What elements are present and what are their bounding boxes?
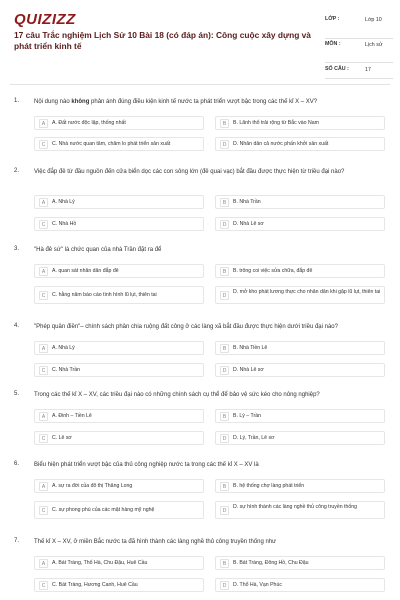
option-letter-badge: A bbox=[39, 198, 48, 207]
option-letter-badge: A bbox=[39, 559, 48, 568]
question-number: 5. bbox=[14, 391, 20, 397]
option-text: C. Lê sơ bbox=[52, 435, 72, 441]
option-letter-badge: D bbox=[220, 506, 229, 515]
option-text: B. Nhà Tiền Lê bbox=[233, 345, 268, 351]
question-text-part: Nội dung nào bbox=[34, 99, 72, 105]
option-letter-badge: C bbox=[39, 434, 48, 443]
question-number: 4. bbox=[14, 323, 20, 329]
option-text: B. Bát Tràng, Đông Hồ, Chu Đậu bbox=[233, 560, 309, 566]
option-text: A. Nhà Lý bbox=[52, 345, 75, 351]
option-text: B. hệ thống chợ làng phát triển bbox=[233, 483, 305, 489]
option-text: B. Nhà Trần bbox=[233, 199, 261, 205]
option-d[interactable] bbox=[215, 286, 385, 304]
page-title: 17 câu Trắc nghiệm Lịch Sử 10 Bài 18 (có đáp án): Công cuộc xây dựng và phát triển kinh tế bbox=[14, 30, 311, 51]
meta-count-label: SỐ CÂU : bbox=[325, 66, 349, 72]
option-text: A. Đất nước độc lập, thống nhất bbox=[52, 120, 126, 126]
meta-divider bbox=[325, 62, 393, 63]
question-text: "Phép quân điền"– chính sách phân chia ruộng đất công ở các làng xã bắt đầu được thực hiện dưới triều đại nào? bbox=[34, 324, 338, 330]
option-text: C. sự phong phú của các mặt hàng mỹ nghệ bbox=[52, 507, 155, 513]
option-letter-badge: D bbox=[220, 220, 229, 229]
option-text: D. mở kho phát lương thực cho nhân dân khi gặp lũ lụt, thiên tai bbox=[233, 289, 381, 295]
meta-divider bbox=[325, 38, 393, 39]
option-text: C. Nhà Hồ bbox=[52, 221, 77, 227]
option-letter-badge: D bbox=[220, 366, 229, 375]
option-b[interactable] bbox=[215, 264, 385, 278]
option-letter-badge: D bbox=[220, 140, 229, 149]
page-header bbox=[0, 0, 400, 85]
option-d[interactable] bbox=[215, 431, 385, 445]
option-letter-badge: A bbox=[39, 119, 48, 128]
option-b[interactable] bbox=[215, 479, 385, 493]
option-text: C. Nhà nước quan tâm, chăm lo phát triển sản xuất bbox=[52, 141, 171, 147]
option-b[interactable] bbox=[215, 195, 385, 209]
option-text: B. trông coi việc sửa chữa, đắp đê bbox=[233, 268, 313, 274]
option-letter-badge: C bbox=[39, 581, 48, 590]
question-text-emphasis: không bbox=[71, 99, 90, 105]
option-letter-badge: C bbox=[39, 220, 48, 229]
option-text: D. Nhà Lê sơ bbox=[233, 221, 264, 227]
question-number: 3. bbox=[14, 246, 20, 252]
option-d[interactable] bbox=[215, 501, 385, 519]
question-text-part: phản ánh đúng điều kiện kinh tế nước ta phát triển vượt bậc trong các thế kỉ X – XV? bbox=[89, 99, 318, 105]
question-text: Việc đắp đê từ đầu nguồn đến cửa biển dọc các con sông lớn (đê quai vạc) bắt đầu được thực hiện từ triều đại nào? bbox=[34, 169, 345, 175]
option-letter-badge: B bbox=[220, 482, 229, 491]
option-c[interactable] bbox=[34, 286, 204, 304]
option-c[interactable] bbox=[34, 217, 204, 231]
option-d[interactable] bbox=[215, 217, 385, 231]
option-letter-badge: C bbox=[39, 366, 48, 375]
option-text: D. Nhân dân cả nước phấn khởi sản xuất bbox=[233, 141, 329, 147]
option-text: A. quan sát nhân dân đắp đê bbox=[52, 268, 119, 274]
option-letter-badge: C bbox=[39, 506, 48, 515]
option-letter-badge: A bbox=[39, 267, 48, 276]
option-text: A. Đinh – Tiền Lê bbox=[52, 413, 92, 419]
option-d[interactable] bbox=[215, 137, 385, 151]
option-letter-badge: A bbox=[39, 482, 48, 491]
option-text: B. Lãnh thổ trải rộng từ Bắc vào Nam bbox=[233, 120, 319, 126]
option-text: D. Nhà Lê sơ bbox=[233, 367, 264, 373]
option-a[interactable] bbox=[34, 195, 204, 209]
option-a[interactable] bbox=[34, 341, 204, 355]
question-text: Thế kỉ X – XV, ở miền Bắc nước ta đã hình thành các làng nghề thủ công truyền thống như bbox=[34, 539, 277, 545]
question-text: Biểu hiện phát triển vượt bậc của thủ công nghiệp nước ta trong các thế kỉ X – XV là bbox=[34, 462, 259, 468]
option-c[interactable] bbox=[34, 578, 204, 592]
option-a[interactable] bbox=[34, 556, 204, 570]
option-c[interactable] bbox=[34, 363, 204, 377]
option-text: D. sự hình thành các làng nghề thủ công truyền thống bbox=[233, 504, 358, 510]
option-b[interactable] bbox=[215, 409, 385, 423]
option-letter-badge: B bbox=[220, 119, 229, 128]
option-b[interactable] bbox=[215, 556, 385, 570]
option-letter-badge: D bbox=[220, 291, 229, 300]
question-text bbox=[34, 98, 389, 107]
meta-subject-label: MÔN : bbox=[325, 41, 341, 47]
option-d[interactable] bbox=[215, 578, 385, 592]
option-text: A. Nhà Lý bbox=[52, 199, 75, 205]
option-text: C. Nhà Trần bbox=[52, 367, 80, 373]
option-a[interactable] bbox=[34, 116, 204, 130]
option-text: A. Bát Tràng, Thổ Hà, Chu Đậu, Huê Cầu bbox=[52, 560, 148, 566]
option-letter-badge: B bbox=[220, 267, 229, 276]
option-a[interactable] bbox=[34, 264, 204, 278]
meta-class-label: LỚP : bbox=[325, 16, 340, 22]
option-letter-badge: B bbox=[220, 198, 229, 207]
option-b[interactable] bbox=[215, 116, 385, 130]
option-text: C. Bát Tràng, Hương Canh, Huê Cầu bbox=[52, 582, 138, 588]
option-c[interactable] bbox=[34, 431, 204, 445]
question-number: 6. bbox=[14, 461, 20, 467]
option-letter-badge: A bbox=[39, 412, 48, 421]
option-letter-badge: C bbox=[39, 140, 48, 149]
option-text: C. hằng năm báo cáo tình hình lũ lụt, thiên tai bbox=[52, 292, 157, 298]
option-text: B. Lý – Trần bbox=[233, 413, 261, 419]
option-b[interactable] bbox=[215, 341, 385, 355]
question-number: 2. bbox=[14, 168, 20, 174]
meta-subject-value: Lịch sử bbox=[365, 42, 383, 48]
brand-logo[interactable]: QUIZIZZ bbox=[14, 11, 76, 28]
option-text: A. sự ra đời của đô thị Thăng Long bbox=[52, 483, 133, 489]
option-c[interactable] bbox=[34, 137, 204, 151]
option-letter-badge: B bbox=[220, 559, 229, 568]
option-letter-badge: D bbox=[220, 581, 229, 590]
header-divider bbox=[10, 84, 390, 85]
option-a[interactable] bbox=[34, 479, 204, 493]
option-letter-badge: A bbox=[39, 344, 48, 353]
option-text: D. Thổ Hà, Vạn Phúc bbox=[233, 582, 282, 588]
option-d[interactable] bbox=[215, 363, 385, 377]
option-letter-badge: B bbox=[220, 344, 229, 353]
option-letter-badge: D bbox=[220, 434, 229, 443]
question-number: 1. bbox=[14, 98, 20, 104]
option-letter-badge: B bbox=[220, 412, 229, 421]
question-number: 7. bbox=[14, 538, 20, 544]
meta-count-value: 17 bbox=[365, 67, 371, 73]
question-text: "Hà đê sứ" là chức quan của nhà Trần đặt ra để bbox=[34, 247, 162, 253]
option-letter-badge: C bbox=[39, 291, 48, 300]
meta-divider bbox=[325, 78, 393, 79]
question-text: Trong các thế kỉ X – XV, các triều đại nào có những chính sách cụ thể để bảo vệ sức kéo cho nông nghiệp? bbox=[34, 392, 320, 398]
meta-class-value: Lớp 10 bbox=[365, 17, 382, 23]
option-c[interactable] bbox=[34, 501, 204, 519]
option-a[interactable] bbox=[34, 409, 204, 423]
option-text: D. Lý, Trần, Lê sơ bbox=[233, 435, 275, 441]
